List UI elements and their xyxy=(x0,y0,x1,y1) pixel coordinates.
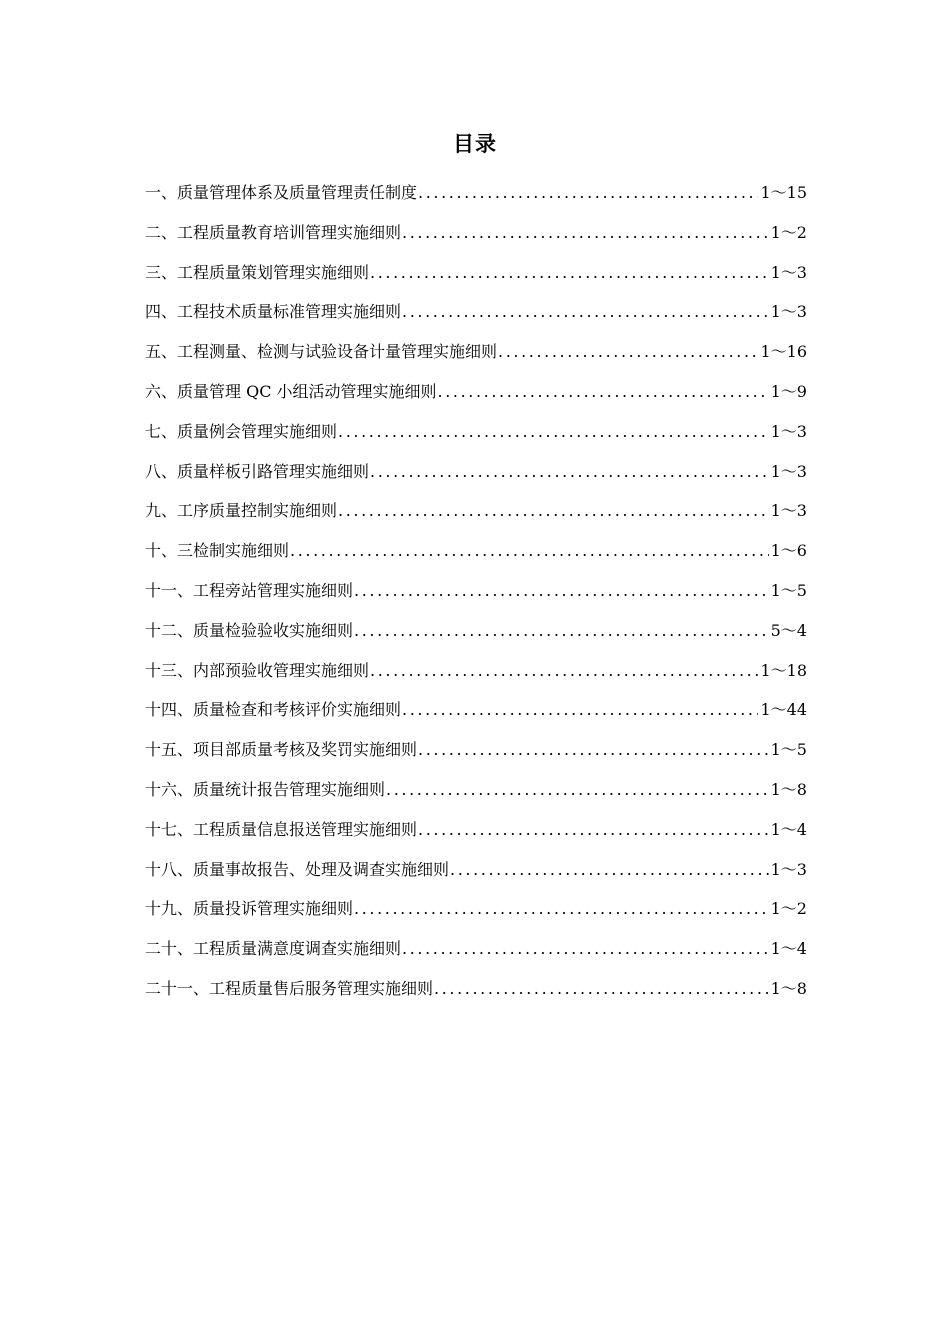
toc-entry-label: 十九、质量投诉管理实施细则 xyxy=(145,899,354,919)
toc-entry[interactable] xyxy=(145,651,807,691)
toc-dot-leader xyxy=(370,651,758,691)
toc-entry-pages: 1～18 xyxy=(760,660,807,680)
toc-entry[interactable] xyxy=(145,213,807,253)
toc-entry-label: 十二、质量检验验收实施细则 xyxy=(145,620,354,640)
toc-dot-leader xyxy=(370,253,769,293)
toc-dot-leader xyxy=(386,770,769,810)
toc-dot-leader xyxy=(418,730,769,770)
toc-entry-pages: 1～2 xyxy=(770,222,807,242)
toc-entry[interactable] xyxy=(145,850,807,890)
toc-entry-label: 四、工程技术质量标准管理实施细则 xyxy=(145,302,402,322)
toc-entry[interactable] xyxy=(145,690,807,730)
toc-dot-leader xyxy=(338,412,769,452)
toc-entry[interactable] xyxy=(145,332,807,372)
toc-entry-pages: 1～3 xyxy=(770,421,807,441)
toc-title: 目录 xyxy=(453,132,497,156)
toc-entry[interactable] xyxy=(145,770,807,810)
toc-entry-label: 八、质量样板引路管理实施细则 xyxy=(145,461,370,481)
toc-entry-label: 十四、质量检查和考核评价实施细则 xyxy=(145,700,402,720)
toc-entry[interactable] xyxy=(145,253,807,293)
toc-entry-pages: 1～15 xyxy=(760,183,807,202)
toc-entry-label: 十、三检制实施细则 xyxy=(145,541,290,561)
toc-entry-pages: 1～3 xyxy=(770,302,807,322)
toc-entry-label: 十七、工程质量信息报送管理实施细则 xyxy=(145,819,418,839)
toc-dot-leader xyxy=(338,491,769,531)
toc-dot-leader xyxy=(402,292,769,332)
toc-entry-label: 十六、质量统计报告管理实施细则 xyxy=(145,779,386,799)
toc-dot-leader xyxy=(402,929,769,969)
toc-entry[interactable] xyxy=(145,372,807,412)
toc-dot-leader xyxy=(402,213,769,253)
toc-entry-pages: 1～16 xyxy=(760,342,807,362)
toc-entry-label: 二十一、工程质量售后服务管理实施细则 xyxy=(145,978,434,998)
toc-entry[interactable] xyxy=(145,810,807,850)
toc-dot-leader xyxy=(290,531,769,571)
toc-entry[interactable] xyxy=(145,571,807,611)
toc-entry[interactable] xyxy=(145,412,807,452)
toc-entry-pages: 1～3 xyxy=(770,501,807,521)
toc-list xyxy=(145,173,807,1009)
toc-entry-label: 十八、质量事故报告、处理及调查实施细则 xyxy=(145,859,450,879)
toc-entry[interactable] xyxy=(145,889,807,929)
toc-dot-leader xyxy=(402,690,758,730)
toc-dot-leader xyxy=(450,850,769,890)
toc-dot-leader xyxy=(418,173,758,213)
toc-entry-pages: 1～44 xyxy=(760,700,807,720)
toc-entry-label: 七、质量例会管理实施细则 xyxy=(145,421,338,441)
toc-entry-label: 九、工序质量控制实施细则 xyxy=(145,501,338,521)
toc-entry-pages: 1～3 xyxy=(770,262,807,282)
toc-entry[interactable] xyxy=(145,611,807,651)
toc-entry[interactable] xyxy=(145,929,807,969)
toc-entry-pages: 1～6 xyxy=(770,541,807,561)
toc-entry[interactable] xyxy=(145,452,807,492)
toc-entry-pages: 1～2 xyxy=(770,899,807,919)
toc-dot-leader xyxy=(370,452,769,492)
toc-dot-leader xyxy=(418,810,769,850)
toc-entry-pages: 1～8 xyxy=(770,779,807,799)
toc-entry-pages: 1～8 xyxy=(770,978,807,998)
toc-entry-label: 十三、内部预验收管理实施细则 xyxy=(145,660,370,680)
toc-entry[interactable] xyxy=(145,730,807,770)
toc-entry[interactable] xyxy=(145,531,807,571)
toc-entry-pages: 5～4 xyxy=(770,620,807,640)
toc-entry-pages: 1～4 xyxy=(770,819,807,839)
toc-dot-leader xyxy=(354,889,769,929)
toc-entry[interactable] xyxy=(145,292,807,332)
toc-entry-label: 六、质量管理 QC 小组活动管理实施细则 xyxy=(145,381,437,401)
toc-entry-label: 二、工程质量教育培训管理实施细则 xyxy=(145,222,402,242)
toc-entry-label: 二十、工程质量满意度调查实施细则 xyxy=(145,939,402,959)
toc-entry-label: 三、工程质量策划管理实施细则 xyxy=(145,262,370,282)
toc-dot-leader xyxy=(438,372,769,412)
toc-entry-label: 一、质量管理体系及质量管理责任制度 xyxy=(145,183,418,202)
toc-entry-label: 五、工程测量、检测与试验设备计量管理实施细则 xyxy=(145,342,498,362)
toc-entry-pages: 1～4 xyxy=(770,939,807,959)
toc-entry[interactable] xyxy=(145,969,807,1009)
toc-entry[interactable] xyxy=(145,491,807,531)
toc-dot-leader xyxy=(434,969,769,1009)
toc-dot-leader xyxy=(354,611,769,651)
toc-dot-leader xyxy=(498,332,758,372)
toc-entry-label: 十一、工程旁站管理实施细则 xyxy=(145,580,354,600)
toc-dot-leader xyxy=(354,571,769,611)
toc-entry[interactable] xyxy=(145,173,807,213)
toc-entry-pages: 1～5 xyxy=(770,580,807,600)
toc-entry-pages: 1～5 xyxy=(770,740,807,760)
toc-entry-pages: 1～9 xyxy=(770,381,807,401)
toc-entry-pages: 1～3 xyxy=(770,859,807,879)
toc-entry-label: 十五、项目部质量考核及奖罚实施细则 xyxy=(145,740,418,760)
toc-entry-pages: 1～3 xyxy=(770,461,807,481)
